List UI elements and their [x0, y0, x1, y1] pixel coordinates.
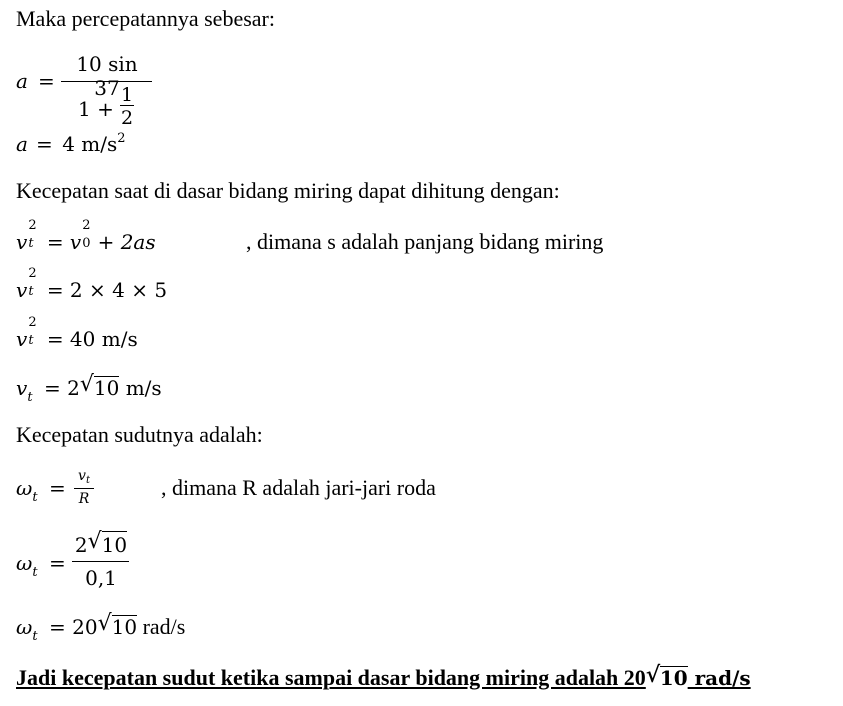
- omega-2-denominator: 0,1: [85, 566, 117, 590]
- vt-equation-2: v 2 t = 2 × 4 × 5: [16, 266, 168, 302]
- half-denominator: 2: [120, 107, 134, 129]
- intro-text: Maka percepatannya sebesar:: [16, 6, 275, 31]
- note-r-definition: , dimana R adalah jari-jari roda: [161, 475, 436, 500]
- fraction-1-numerator: 10 sin 37: [76, 52, 138, 100]
- vt-over-r-denominator: R: [78, 491, 90, 507]
- omega-equation-1: $\omega_t$ =: [16, 476, 66, 505]
- vt-equation-1: v 2 t = v 2 0 + 2as: [16, 218, 156, 254]
- omega-equation-2: $\omega_t$ =: [16, 551, 66, 580]
- vt-over-r-numerator: $v_t$: [78, 468, 90, 486]
- a-symbol: a: [16, 69, 28, 93]
- fraction-1-denominator: 1 +: [78, 97, 114, 121]
- fraction-1-bar: [61, 81, 152, 82]
- omega-equation-3: $\omega_t = 20$ √ 10 rad/s: [16, 611, 186, 644]
- speed-intro-text: Kecepatan saat di dasar bidang miring dapat dihitung dengan:: [16, 178, 560, 203]
- a-result-line: a = 4 $m/s^2$: [16, 131, 126, 156]
- note-s-definition: , dimana s adalah panjang bidang miring: [246, 229, 604, 254]
- equals-sign: =: [38, 69, 55, 93]
- conclusion-text: Jadi kecepatan sudut ketika sampai dasar bidang miring adalah 20 √ 10 rad/s: [16, 662, 751, 690]
- half-numerator: 1: [120, 84, 134, 106]
- vt-over-r-bar: [74, 488, 94, 489]
- vt-equation-4: $v_t = 2$ √ 10 m/s: [16, 372, 162, 405]
- angular-intro-text: Kecepatan sudutnya adalah:: [16, 422, 263, 447]
- vt-equation-3: v 2 t = 40 m/s: [16, 315, 138, 351]
- half-bar: [120, 105, 134, 106]
- omega-2-numerator: 2 √ 10: [74, 529, 128, 557]
- omega-2-bar: [72, 561, 129, 562]
